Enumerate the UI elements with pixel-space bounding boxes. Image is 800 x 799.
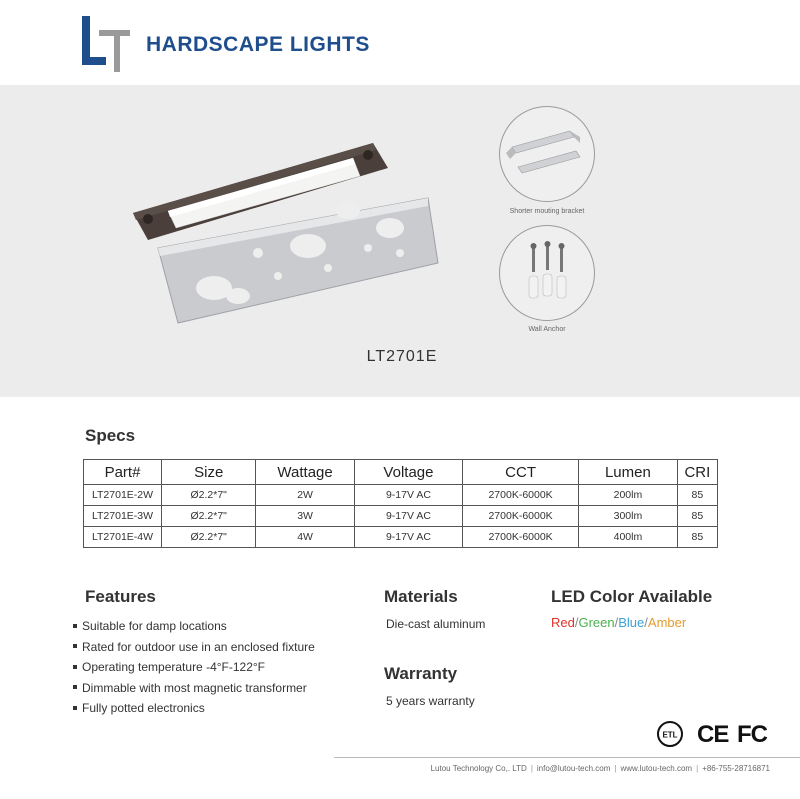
footer-company: Lutou Technology Co,. LTD [430,764,527,773]
list-item: Dimmable with most magnetic transformer [73,678,315,699]
page-footer: Lutou Technology Co,. LTD | info@lutou-tech.com | www.lutou-tech.com | +86-755-28716871 [430,764,770,773]
table-header-row [84,460,718,485]
list-item: Suitable for damp locations [73,616,315,637]
wall-anchor-image [499,225,595,321]
fc-mark: FC [737,721,767,748]
ce-mark: CE [697,721,729,748]
specs-table [83,459,718,548]
bullet-icon [73,644,77,648]
table-row [84,506,718,527]
table-cell: 9-17V AC [354,485,462,506]
bracket-image [499,106,595,202]
bullet-icon [73,624,77,628]
bullet-icon [73,706,77,710]
header-cct: CCT [463,460,579,485]
footer-email[interactable]: info@lutou-tech.com [536,764,611,773]
table-cell: 2700K-6000K [463,485,579,506]
table-cell: Ø2.2*7" [162,506,256,527]
table-cell: 85 [677,485,717,506]
list-item: Rated for outdoor use in an enclosed fixture [73,637,315,658]
etl-icon [655,720,685,748]
table-row [84,485,718,506]
table-cell: 85 [677,506,717,527]
table-cell: 9-17V AC [354,527,462,548]
table-cell: LT2701E-4W [84,527,162,548]
header-voltage: Voltage [354,460,462,485]
footer-phone: +86-755-28716871 [702,764,770,773]
features-list [73,616,315,719]
led-color-amber: Amber [647,615,687,630]
svg-text:ETL: ETL [662,730,678,740]
company-logo [82,16,132,72]
table-cell: 3W [256,506,354,527]
bullet-icon [73,665,77,669]
list-item: Operating temperature -4°F-122°F [73,657,315,678]
table-cell: 2700K-6000K [463,506,579,527]
table-cell: 9-17V AC [354,506,462,527]
table-cell: 300lm [579,506,678,527]
table-cell: 400lm [579,527,678,548]
page-header [0,0,800,85]
product-image [128,128,458,328]
color-separator: / [614,615,619,630]
table-cell: Ø2.2*7" [162,485,256,506]
screw-anchor-icon [500,226,596,322]
bullet-icon [73,685,77,689]
table-cell: 2700K-6000K [463,527,579,548]
materials-value: Die-cast aluminum [386,617,486,631]
table-cell: 85 [677,527,717,548]
header-cri: CRI [677,460,717,485]
led-color-red: Red [551,615,575,630]
table-cell: 4W [256,527,354,548]
table-cell: LT2701E-2W [84,485,162,506]
header-lumen: Lumen [579,460,678,485]
warranty-title: Warranty [384,664,458,683]
led-color-green: Green [578,615,615,630]
color-separator: / [644,615,648,630]
list-item: Fully potted electronics [73,698,315,719]
table-cell: 200lm [579,485,678,506]
brand-title: HARDSCAPE LIGHTS [146,33,370,56]
color-separator: / [574,615,579,630]
header-wattage: Wattage [256,460,354,485]
model-number: LT2701E [366,348,438,365]
table-cell: Ø2.2*7" [162,527,256,548]
header-part: Part# [84,460,162,485]
footer-divider [334,757,800,758]
materials-title: Materials [384,587,458,606]
table-cell: 2W [256,485,354,506]
footer-website[interactable]: www.lutou-tech.com [620,764,693,773]
wall-anchor-caption: Wall Anchor [528,326,566,333]
bracket-caption: Shorter mouting bracket [509,208,585,215]
warranty-value: 5 years warranty [386,694,475,708]
led-color-list [551,615,686,630]
header-size: Size [162,460,256,485]
led-color-blue: Blue [618,615,645,630]
table-row [84,527,718,548]
features-title: Features [85,587,156,606]
led-color-title: LED Color Available [551,587,713,606]
table-cell: LT2701E-3W [84,506,162,527]
bracket-icon [500,107,596,203]
specs-title: Specs [85,426,136,445]
